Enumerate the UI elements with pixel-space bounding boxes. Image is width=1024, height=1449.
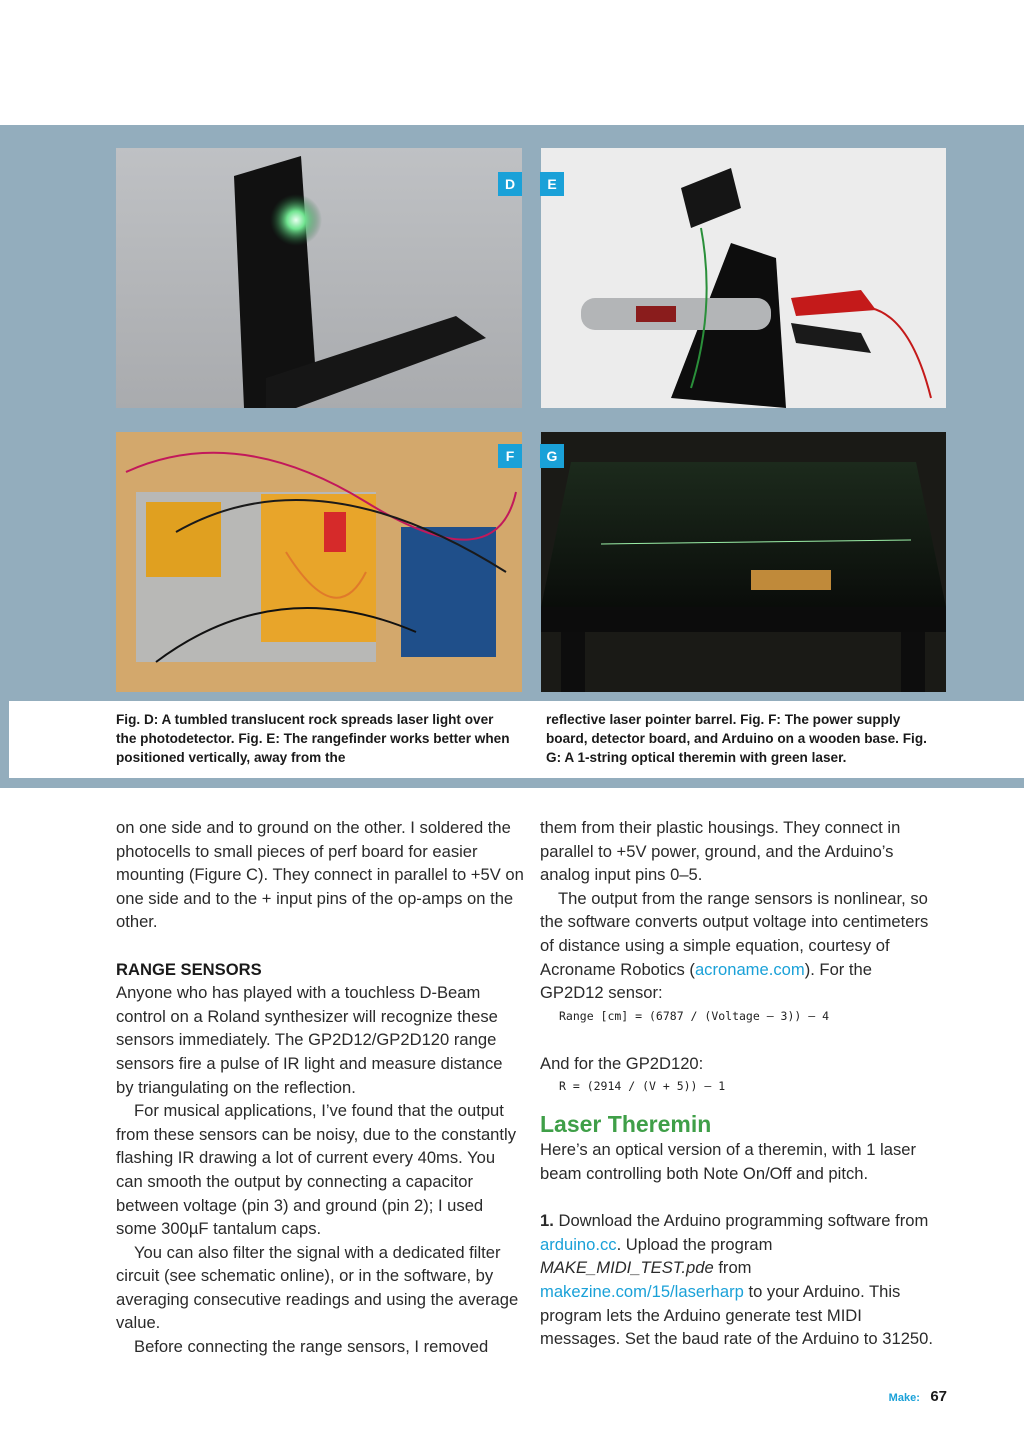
right-paragraph-1: them from their plastic housings. They connect in parallel to +5V power, ground, and the Arduino’s analog input pins 0–5.	[540, 818, 901, 885]
figure-f-photo	[116, 432, 522, 692]
left-paragraph-4: You can also filter the signal with a dedicated filter circuit (see schematic online), or in the software, by averaging consecutive readings and using the average value.	[116, 1242, 519, 1333]
laser-theremin-heading: Laser Theremin	[540, 1111, 712, 1138]
figure-e-label: E	[540, 172, 564, 196]
right-paragraph-2-text: The output from the range sensors is nonlinear, so the software converts output voltage into centimeters of distance using a simple equation, courtesy of Acroname Robotics (	[540, 888, 929, 979]
make-logo: Make:	[888, 1392, 920, 1404]
figure-d-photo	[116, 148, 522, 408]
step-1-text-a: Download the Arduino programming software from	[553, 1211, 929, 1231]
right-paragraph-4: Here’s an optical version of a theremin, with 1 laser beam controlling both Note On/Off and pitch.	[540, 1140, 917, 1183]
step-1-text-c: from	[713, 1258, 752, 1278]
caption-right: reflective laser pointer barrel. Fig. F: The power supply board, detector board, and Arduino on a wooden base. Fig. G: A 1-string optical theremin with green laser.	[546, 712, 927, 765]
left-paragraph-1: on one side and to ground on the other. I soldered the photocells to small pieces of perf board for easier mounting (Figure C). They connect in parallel to +5V on one side and to the + input pins of the op-amps on the other.	[116, 818, 524, 932]
gp2d12-equation: Range [cm] = (6787 / (Voltage – 3)) – 4	[559, 1008, 830, 1023]
right-paragraph-2-end: ). For the GP2D12 sensor:	[540, 959, 873, 1003]
left-paragraph-3: For musical applications, I’ve found that the output from these sensors can be noisy, due to the constantly flashing IR drawing a lot of current every 40ms. You can smooth the output by connecting a capacitor between voltage (pin 3) and ground (pin 2); I used some 300µF tantalum caps.	[116, 1101, 517, 1239]
page-footer	[889, 1388, 947, 1406]
program-filename: MAKE_MIDI_TEST.pde	[540, 1258, 714, 1278]
figure-e-photo	[541, 148, 946, 408]
range-sensors-heading: RANGE SENSORS	[116, 959, 262, 979]
left-paragraph-5: Before connecting the range sensors, I removed	[134, 1337, 489, 1357]
acroname-link[interactable]: acroname.com	[694, 959, 805, 979]
figure-f-label: F	[498, 444, 522, 468]
figure-g-photo	[541, 432, 946, 692]
figure-g-label: G	[540, 444, 564, 468]
figure-d-label: D	[498, 172, 522, 196]
step-1-text-d: to your Arduino. This program lets the Arduino generate test MIDI messages. Set the baud rate of the Arduino to 31250.	[540, 1281, 933, 1349]
step-1	[540, 1209, 940, 1351]
step-1-text-b: . Upload the program	[616, 1234, 773, 1254]
makezine-link[interactable]: makezine.com/15/laserharp	[540, 1281, 744, 1301]
gp2d120-equation: R = (2914 / (V + 5)) – 1	[559, 1079, 726, 1094]
step-1-number: 1.	[540, 1211, 554, 1231]
page-number: 67	[930, 1388, 947, 1405]
arduino-link[interactable]: arduino.cc	[540, 1234, 617, 1254]
right-column	[540, 816, 940, 1351]
right-paragraph-2	[540, 887, 940, 1005]
left-column	[116, 816, 524, 1359]
right-paragraph-3: And for the GP2D120:	[540, 1053, 704, 1073]
caption-left: Fig. D: A tumbled translucent rock spreads laser light over the photodetector. Fig. E: The rangefinder works better when positioned vertically, away from the	[116, 712, 510, 765]
left-paragraph-2: Anyone who has played with a touchless D-Beam control on a Roland synthesizer will recognize these sensors immediately. The GP2D12/GP2D120 range sensors fire a pulse of IR light and measure distance by triangulating on the reflection.	[116, 983, 503, 1097]
